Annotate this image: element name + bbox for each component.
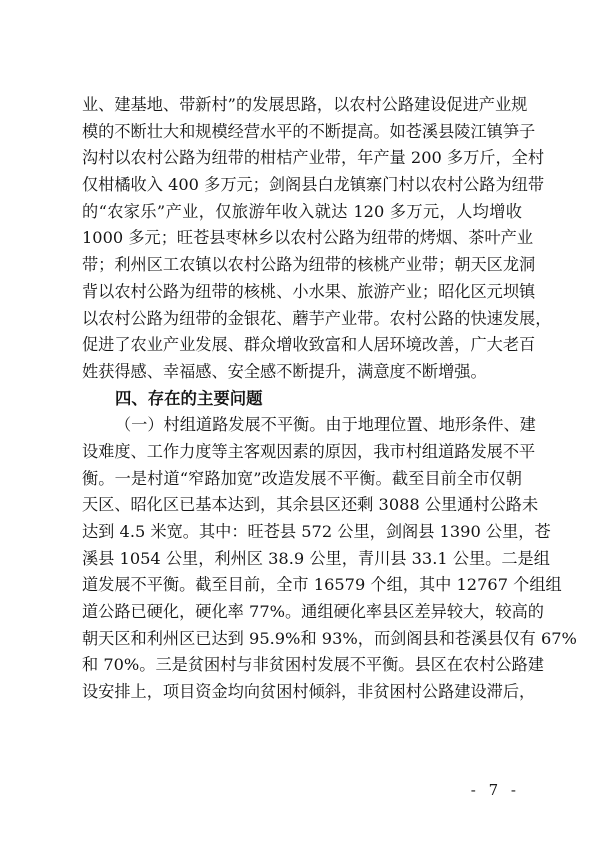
text-line: 道发展不平衡。截至目前，全市 16579 个组，其中 12767 个组组 [82, 575, 562, 595]
text-line: 以农村公路为纽带的金银花、蘑芋产业带。农村公路的快速发展， [82, 308, 552, 328]
text-line: 背以农村公路为纽带的核桃、小水果、旅游产业；昭化区元坝镇 [82, 281, 536, 301]
text-line: 道公路已硬化，硬化率 77%。通组硬化率县区差异较大，较高的 [82, 602, 544, 622]
text-line: （一）村组道路发展不平衡。由于地理位置、地形条件、建 [115, 415, 536, 435]
text-line: 天区、昭化区已基本达到，其余县区还剩 3088 公里通村公路未 [82, 495, 539, 515]
text-line: 和 70%。三是贫困村与非贫困村发展不平衡。县区在农村公路建 [82, 655, 544, 675]
text-line: 的“农家乐”产业，仅旅游年收入就达 120 多万元，人均增收 [82, 201, 522, 221]
text-line: 仅柑橘收入 400 多万元；剑阁县白龙镇寨门村以农村公路为纽带 [82, 175, 545, 195]
text-line: 溪县 1054 公里，利州区 38.9 公里，青川县 33.1 公里。二是组 [82, 548, 550, 568]
text-line: 促进了农业产业发展、群众增收致富和人居环境改善，广大老百 [82, 335, 536, 355]
text-line: 模的不断壮大和规模经营水平的不断提高。如苍溪县陵江镇笋子 [82, 121, 536, 141]
text-line: 衡。一是村道“窄路加宽”改造发展不平衡。截至目前全市仅朝 [82, 468, 522, 488]
text-line: 设难度、工作力度等主客观因素的原因，我市村组道路发展不平 [82, 441, 536, 461]
text-line: 姓获得感、幸福感、安全感不断提升，满意度不断增强。 [82, 361, 487, 381]
text-line: 1000 多元；旺苍县枣林乡以农村公路为纽带的烤烟、茶叶产业 [82, 228, 534, 248]
text-line: 业、建基地、带新村”的发展思路，以农村公路建设促进产业规 [82, 95, 528, 114]
text-line: 设安排上，项目资金均向贫困村倾斜，非贫困村公路建设滞后， [82, 682, 536, 702]
page-body [82, 92, 577, 706]
section-heading: 四、存在的主要问题 [115, 388, 263, 408]
text-line: 带；利州区工农镇以农村公路为纽带的核桃产业带；朝天区龙洞 [82, 255, 536, 275]
text-line: 达到 4.5 米宽。其中：旺苍县 572 公里，剑阁县 1390 公里，苍 [82, 522, 551, 541]
text-line: 朝天区和利州区已达到 95.9%和 93%，而剑阁县和苍溪县仅有 67% [82, 628, 577, 648]
page-number: - 7 - [470, 781, 520, 799]
text-line: 沟村以农村公路为纽带的柑桔产业带，年产量 200 多万斤，全村 [82, 148, 545, 168]
